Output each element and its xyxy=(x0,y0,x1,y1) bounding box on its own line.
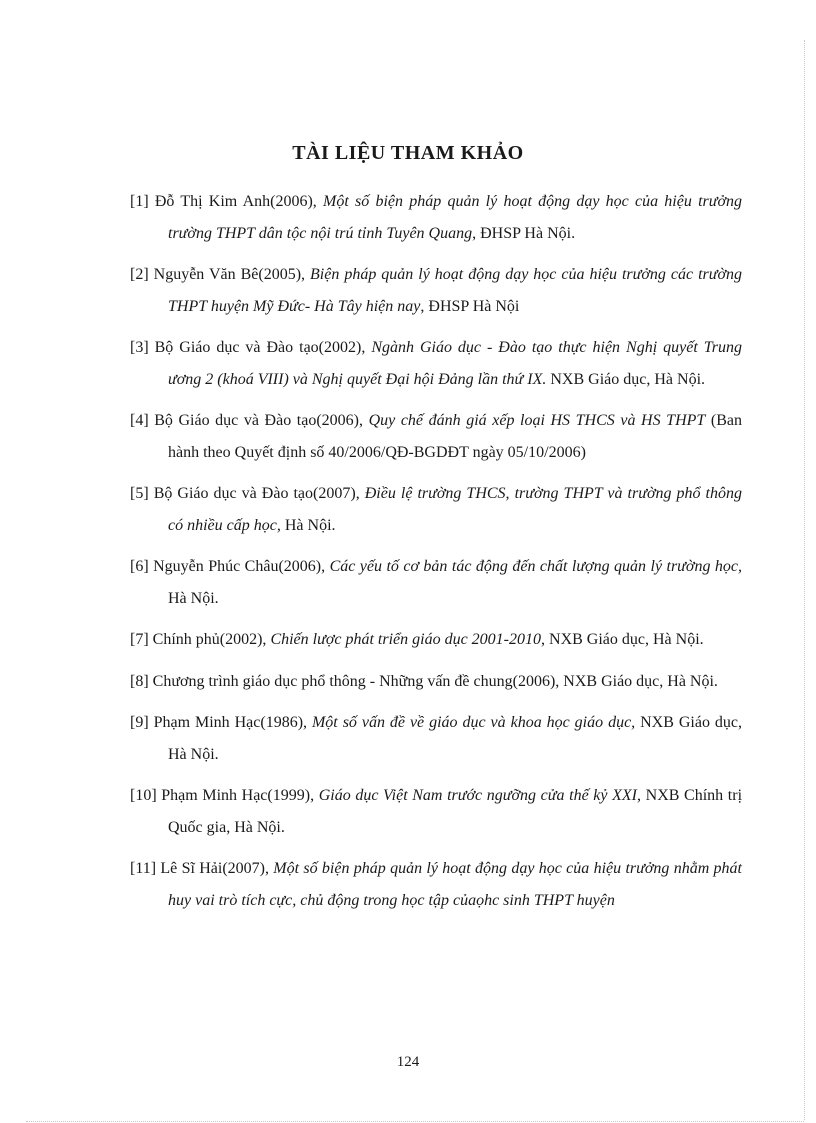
reference-title: Điều lệ trường THCS, trường THPT và trường phổ thông có nhiều cấp học, xyxy=(168,485,743,534)
reference-title: Các yếu tố cơ bản tác động đến chất lượng quản lý trường học, xyxy=(329,558,742,575)
reference-number: [2] xyxy=(130,266,149,283)
reference-number: [5] xyxy=(130,485,149,502)
reference-title: Chiến lược phát triển giáo dục 2001-2010 xyxy=(270,631,542,648)
reference-title: Một số biện pháp quản lý hoạt động dạy học của hiệu trưởng nhằm phát huy vai trò tích cực, chủ động trong học tập củaọhc sinh THPT huyện xyxy=(168,860,742,909)
reference-item xyxy=(130,666,742,698)
reference-number: [11] xyxy=(130,860,157,877)
reference-item xyxy=(130,332,742,395)
reference-title: Quy chế đánh giá xếp loại HS THCS và HS THPT xyxy=(368,412,706,429)
reference-author: Phạm Minh Hạc(1986), xyxy=(148,714,312,731)
reference-author: Chương trình giáo dục phổ thông - Những vấn đề chung(2006), NXB Giáo dục, Hà Nội. xyxy=(148,672,718,690)
reference-item xyxy=(130,780,742,843)
reference-author: Bộ Giáo dục và Đào tạo(2002), xyxy=(148,339,372,356)
reference-number: [3] xyxy=(130,339,149,356)
reference-item xyxy=(130,259,742,322)
reference-title: Một số biện pháp quản lý hoạt động dạy học của hiệu trưởng trường THPT dân tộc nội trú tỉnh Tuyên Quang xyxy=(168,193,743,242)
reference-author: Nguyễn Văn Bê(2005), xyxy=(148,266,311,283)
reference-number: [6] xyxy=(130,558,149,575)
reference-item xyxy=(130,478,742,541)
reference-author: Bộ Giáo dục và Đào tạo(2007), xyxy=(148,485,365,502)
page-right-border xyxy=(804,40,805,1120)
reference-author: Bộ Giáo dục và Đào tạo(2006), xyxy=(148,412,369,429)
reference-title: Giáo dục Việt Nam trước ngưỡng cửa thế kỷ XXI xyxy=(318,787,638,804)
reference-publisher: (Ban hành theo Quyết định số 40/2006/QĐ-BGDĐT ngày 05/10/2006) xyxy=(168,412,742,461)
reference-author: Chính phủ(2002), xyxy=(148,631,271,648)
reference-author: Nguyễn Phúc Châu(2006), xyxy=(148,558,330,575)
reference-item xyxy=(130,186,742,249)
reference-number: [10] xyxy=(130,787,157,804)
reference-number: [4] xyxy=(130,412,149,429)
reference-item xyxy=(130,551,742,614)
reference-number: [9] xyxy=(130,714,149,731)
reference-item xyxy=(130,405,742,468)
reference-publisher: , ĐHSP Hà Nội xyxy=(420,297,520,315)
reference-title: Biện pháp quản lý hoạt động dạy học của hiệu trưởng các trường THPT huyện Mỹ Đức- Hà Tây hiện nay xyxy=(168,266,743,315)
reference-item xyxy=(130,707,742,770)
reference-publisher: NXB Giáo dục, Hà Nội. xyxy=(168,714,742,763)
reference-author: Đỗ Thị Kim Anh(2006), xyxy=(148,193,324,210)
reference-publisher: NXB Giáo dục, Hà Nội. xyxy=(546,370,706,388)
page-title: TÀI LIỆU THAM KHẢO xyxy=(292,142,524,164)
reference-publisher: , ĐHSP Hà Nội. xyxy=(472,224,576,242)
reference-publisher: , NXB Giáo dục, Hà Nội. xyxy=(541,631,704,648)
reference-number: [7] xyxy=(130,631,149,648)
page-bottom-border xyxy=(26,1121,804,1122)
reference-author: Phạm Minh Hạc(1999), xyxy=(156,787,319,804)
reference-item xyxy=(130,853,742,916)
reference-number: [8] xyxy=(130,672,149,690)
reference-author: Lê Sĩ Hải(2007), xyxy=(156,860,274,877)
reference-publisher: , NXB Chính trị Quốc gia, Hà Nội. xyxy=(168,787,743,836)
reference-title: Một số vấn đề về giáo dục và khoa học giáo dục, xyxy=(311,714,636,731)
reference-publisher: Hà Nội. xyxy=(168,589,219,607)
reference-title: Ngành Giáo dục - Đào tạo thực hiện Nghị quyết Trung ương 2 (khoá VIII) và Nghị quyết Đại hội Đảng lần thứ IX. xyxy=(168,339,742,388)
reference-item xyxy=(130,624,742,656)
reference-number: [1] xyxy=(130,193,149,210)
reference-list xyxy=(130,186,742,926)
page-number: 124 xyxy=(396,1054,420,1070)
reference-publisher: Hà Nội. xyxy=(280,516,336,534)
